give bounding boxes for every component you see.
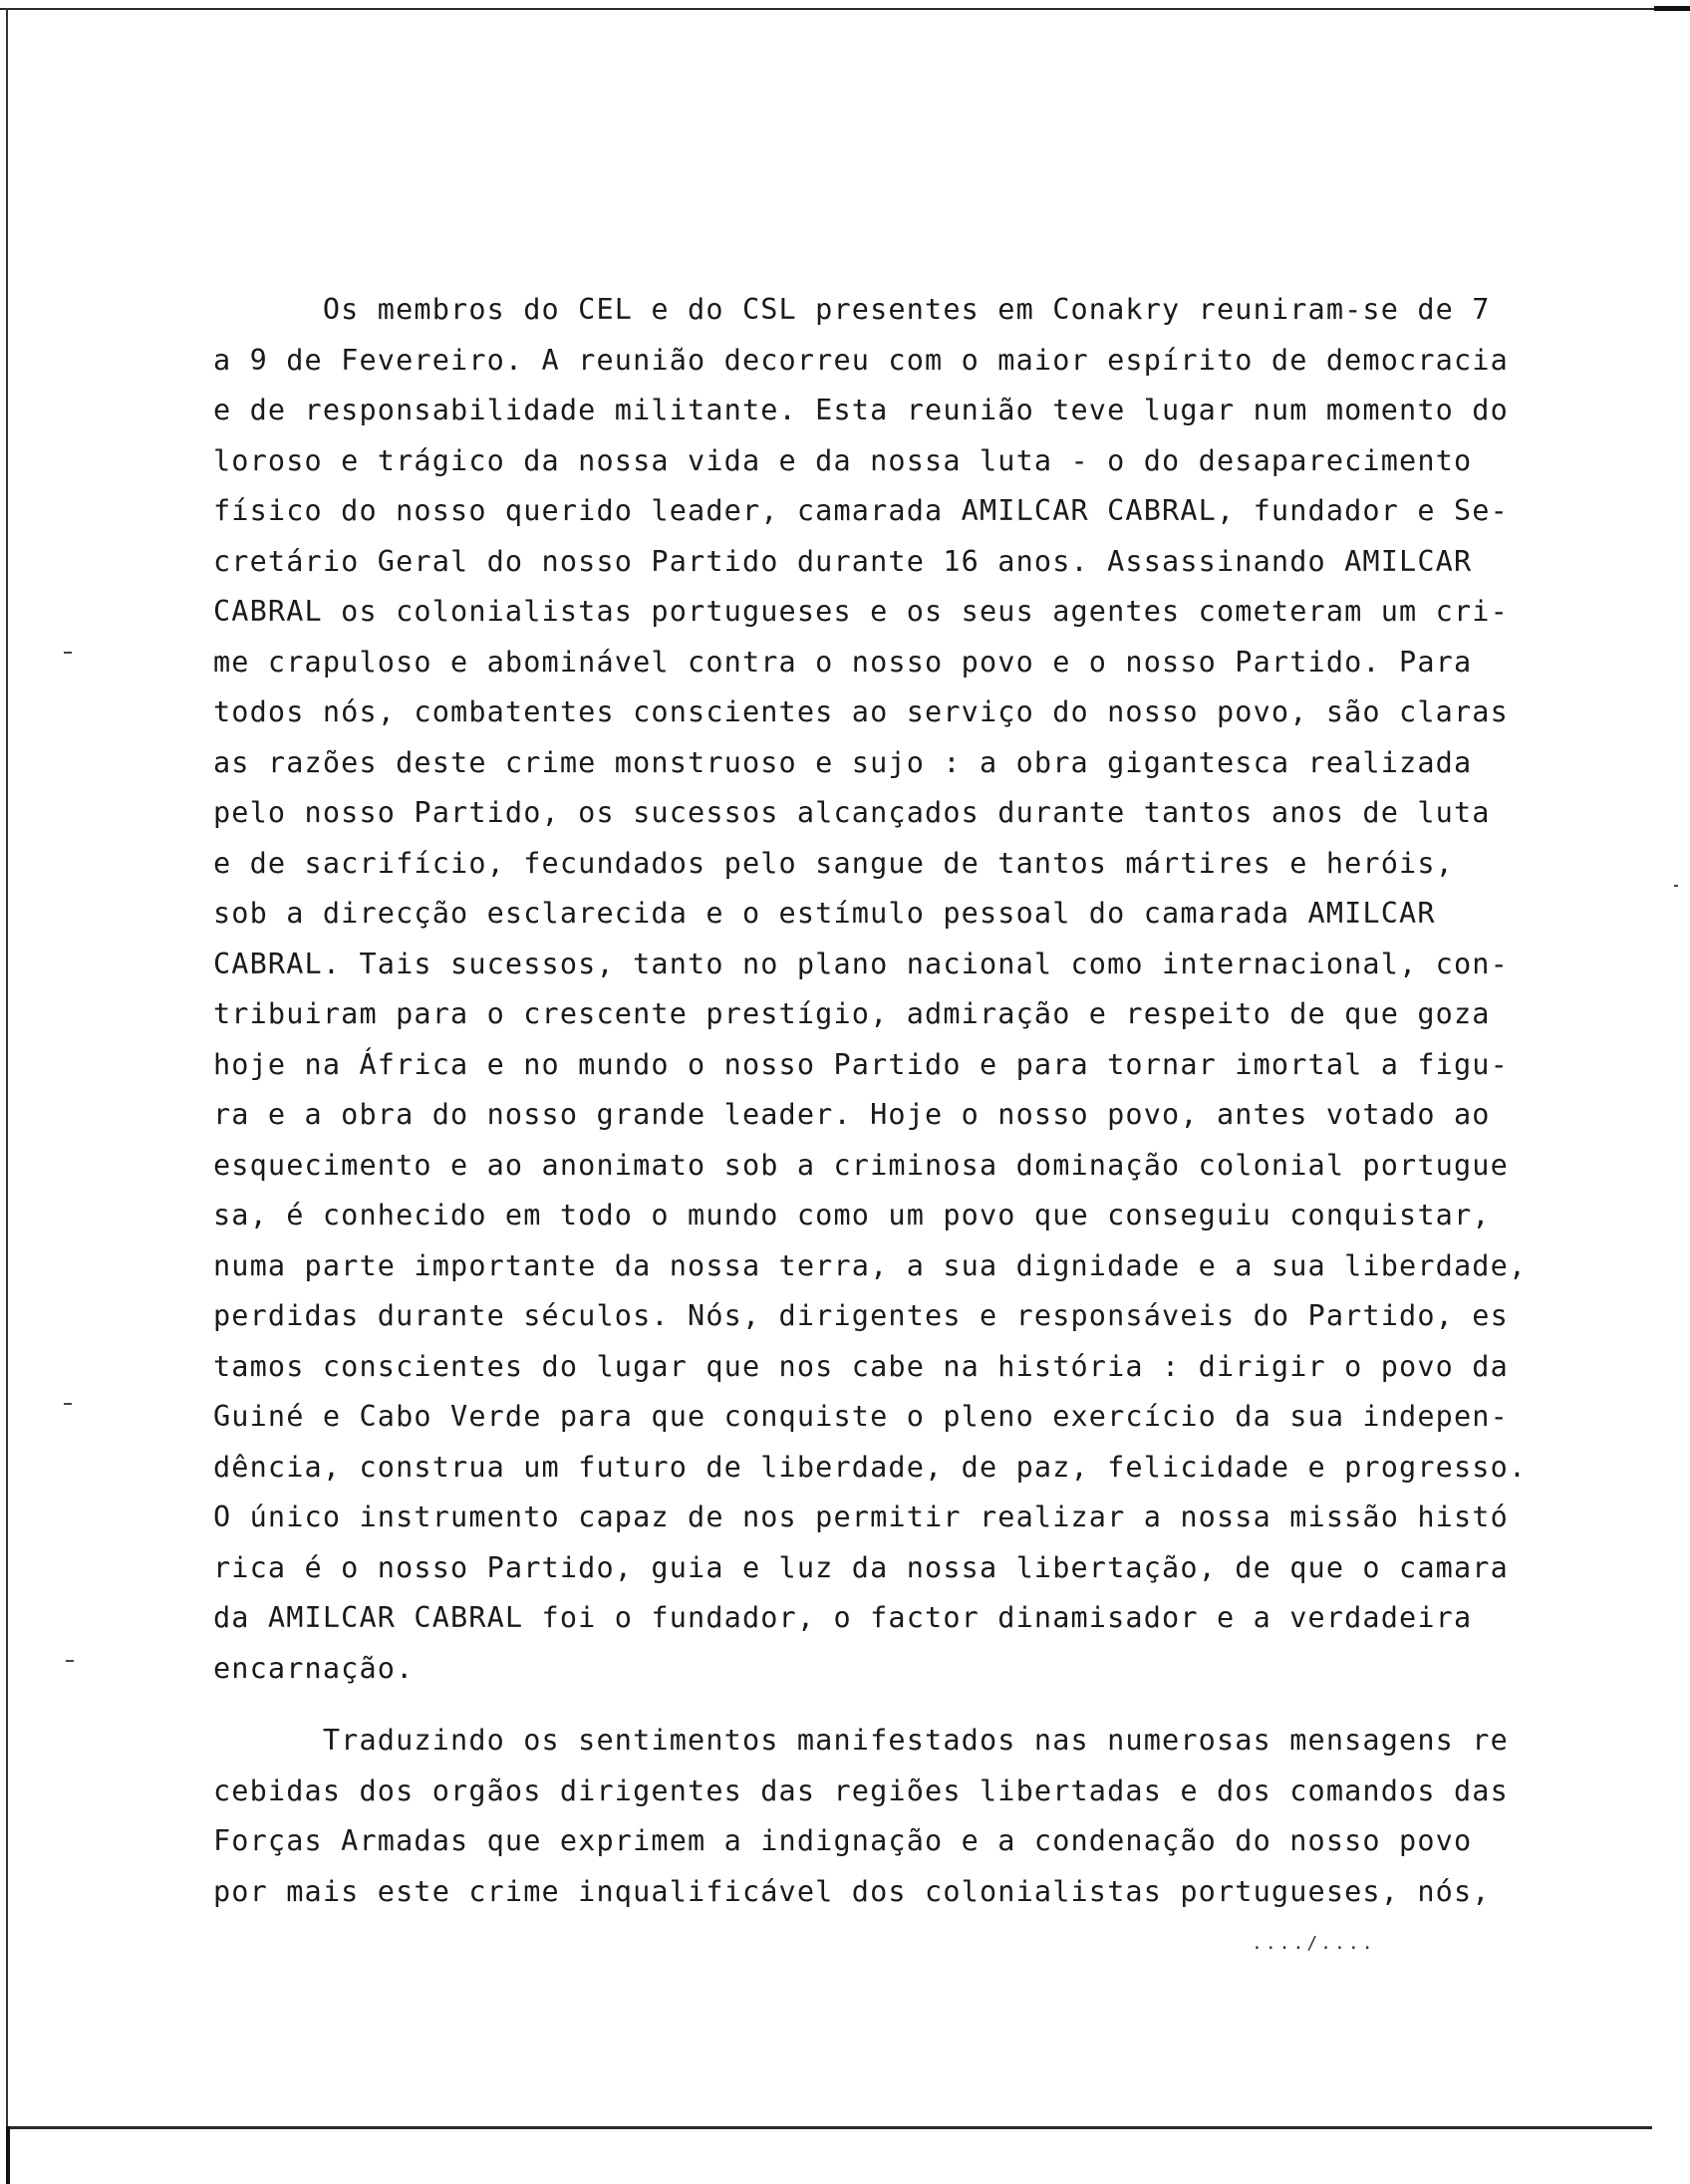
scan-left-edge	[6, 8, 8, 2184]
text-line: loroso e trágico da nossa vida e da nossa luta - o do desaparecimento	[213, 443, 1473, 477]
text-line: cebidas dos orgãos dirigentes das regiões libertadas e dos comandos das	[213, 1774, 1509, 1807]
text-line: me crapuloso e abominável contra o nosso povo e o nosso Partido. Para	[213, 645, 1473, 679]
text-line: cretário Geral do nosso Partido durante 16 anos. Assassinando AMILCAR	[213, 544, 1473, 578]
text-line: Guiné e Cabo Verde para que conquiste o pleno exercício da sua indepen-	[213, 1400, 1509, 1433]
paragraph-gap	[213, 1694, 1608, 1716]
text-line: as razões deste crime monstruoso e sujo : a obra gigantesca realizada	[213, 745, 1473, 779]
margin-speck	[64, 1403, 72, 1405]
text-line: O único instrumento capaz de nos permitir realizar a nossa missão histó	[213, 1501, 1509, 1533]
text-line: por mais este crime inqualificável dos colonialistas portugueses, nós,	[213, 1874, 1491, 1908]
text-line: e de sacrifício, fecundados pelo sangue de tantos mártires e heróis,	[213, 846, 1454, 880]
scan-corner-mark	[1654, 6, 1690, 11]
typed-body-text	[213, 285, 1608, 1917]
paragraph	[213, 285, 1608, 1694]
margin-speck	[64, 652, 72, 654]
text-line: hoje na África e no mundo o nosso Partido e para tornar imortal a figu-	[213, 1047, 1509, 1081]
text-line: encarnação.	[213, 1651, 415, 1685]
margin-speck	[66, 1660, 74, 1662]
text-line: tamos conscientes do lugar que nos cabe na história : dirigir o povo da	[213, 1349, 1509, 1383]
continuation-mark: ..../....	[1252, 1933, 1376, 1954]
text-line: ra e a obra do nosso grande leader. Hoje o nosso povo, antes votado ao	[213, 1098, 1491, 1131]
scan-bottom-edge	[8, 2126, 1652, 2129]
text-line: Os membros do CEL e do CSL presentes em Conakry reuniram-se de 7	[213, 293, 1491, 326]
text-line: da AMILCAR CABRAL foi o fundador, o factor dinamisador e a verdadeira	[213, 1601, 1473, 1634]
text-line: CABRAL os colonialistas portugueses e os seus agentes cometeram um cri-	[213, 595, 1509, 628]
text-line: sob a direcção esclarecida e o estímulo pessoal do camarada AMILCAR	[213, 897, 1436, 930]
margin-speck	[1674, 885, 1678, 887]
text-line: perdidas durante séculos. Nós, dirigentes e responsáveis do Partido, es	[213, 1299, 1509, 1332]
text-line: esquecimento e ao anonimato sob a criminosa dominação colonial portugue	[213, 1148, 1509, 1182]
text-line: e de responsabilidade militante. Esta reunião teve lugar num momento do	[213, 394, 1509, 426]
text-line: Traduzindo os sentimentos manifestados nas numerosas mensagens re	[213, 1724, 1509, 1757]
text-line: rica é o nosso Partido, guia e luz da nossa libertação, de que o camara	[213, 1550, 1509, 1584]
text-line: Forças Armadas que exprimem a indignação e a condenação do nosso povo	[213, 1824, 1473, 1857]
text-line: sa, é conhecido em todo o mundo como um povo que conseguiu conquistar,	[213, 1199, 1491, 1231]
scan-top-edge	[0, 8, 1690, 10]
text-line: numa parte importante da nossa terra, a sua dignidade e a sua liberdade,	[213, 1248, 1528, 1282]
text-line: a 9 de Fevereiro. A reunião decorreu com o maior espírito de democracia	[213, 343, 1509, 377]
text-line: tribuiram para o crescente prestígio, admiração e respeito de que goza	[213, 997, 1491, 1030]
text-line: CABRAL. Tais sucessos, tanto no plano nacional como internacional, con-	[213, 947, 1509, 980]
text-line: todos nós, combatentes conscientes ao serviço do nosso povo, são claras	[213, 695, 1509, 728]
paragraph	[213, 1716, 1608, 1917]
text-line: físico do nosso querido leader, camarada AMILCAR CABRAL, fundador e Se-	[213, 494, 1509, 527]
scan-bottom-corner	[6, 2126, 10, 2184]
text-line: pelo nosso Partido, os sucessos alcançados durante tantos anos de luta	[213, 796, 1491, 829]
text-line: dência, construa um futuro de liberdade, de paz, felicidade e progresso.	[213, 1450, 1528, 1484]
